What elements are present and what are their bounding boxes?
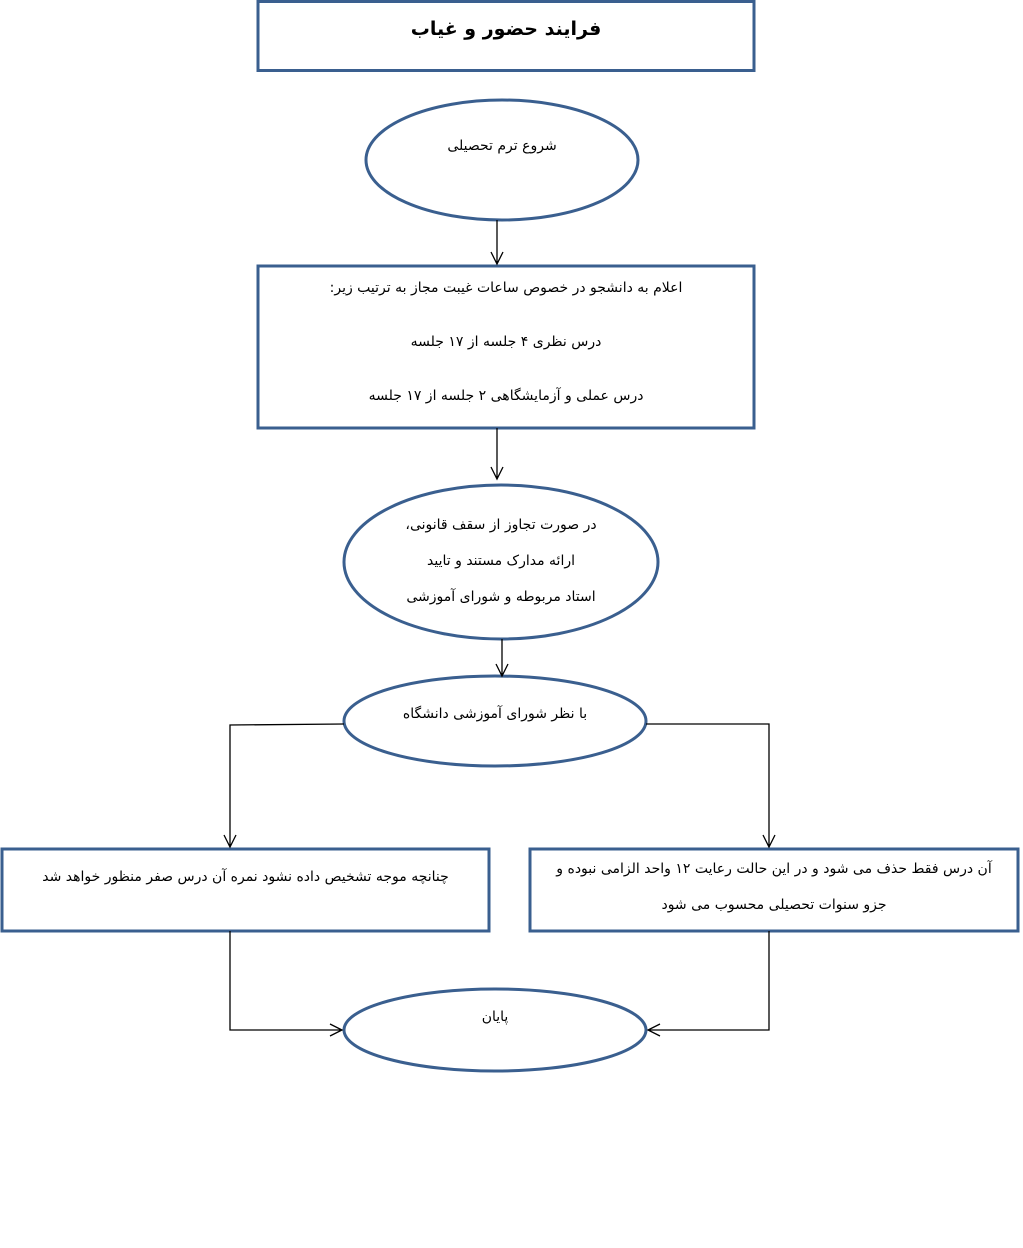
right-outcome-line-2: جزو سنوات تحصیلی محسوب می شود [661,897,887,913]
left-outcome-text: چنانچه موجه تشخیص داده نشود نمره آن درس صفر منظور خواهد شد [42,869,449,885]
end-text: پایان [481,1009,509,1025]
arrow-left-to-end [230,931,342,1036]
arrow-council-to-right [646,724,775,847]
start-node [366,100,638,154]
council-node [344,676,646,722]
start-text: شروع ترم تحصیلی [447,138,557,154]
arrow-council-to-left [224,724,344,847]
exceed-node [344,485,658,605]
end-node [344,989,646,1025]
exceed-line-1: در صورت تجاوز از سقف قانونی، [405,517,597,533]
arrow-right-to-end [648,931,769,1036]
right-outcome-node [530,849,1018,931]
right-outcome-line-1: آن درس فقط حذف می شود و در این حالت رعایت ۱۲ واحد الزامی نبوده و [556,861,992,877]
council-text: با نظر شورای آموزشی دانشگاه [402,706,588,722]
exceed-line-3: استاد مربوطه و شورای آموزشی [406,589,596,605]
notice-node [258,266,754,428]
title-node [258,1,754,71]
notice-line-1: اعلام به دانشجو در خصوص ساعات غیبت مجاز به ترتیب زیر: [329,280,683,296]
arrow-notice-to-exceed [491,428,503,479]
notice-line-3: درس عملی و آزمایشگاهی ۲ جلسه از ۱۷ جلسه [368,388,644,404]
notice-line-2: درس نظری ۴ جلسه از ۱۷ جلسه [410,334,602,350]
arrow-start-to-notice [491,220,503,264]
left-outcome-node [2,849,489,931]
exceed-line-2: ارائه مدارک مستند و تایید [427,553,575,569]
page-title: فرایند حضور و غیاب [410,18,602,40]
arrow-exceed-to-council [496,639,508,676]
